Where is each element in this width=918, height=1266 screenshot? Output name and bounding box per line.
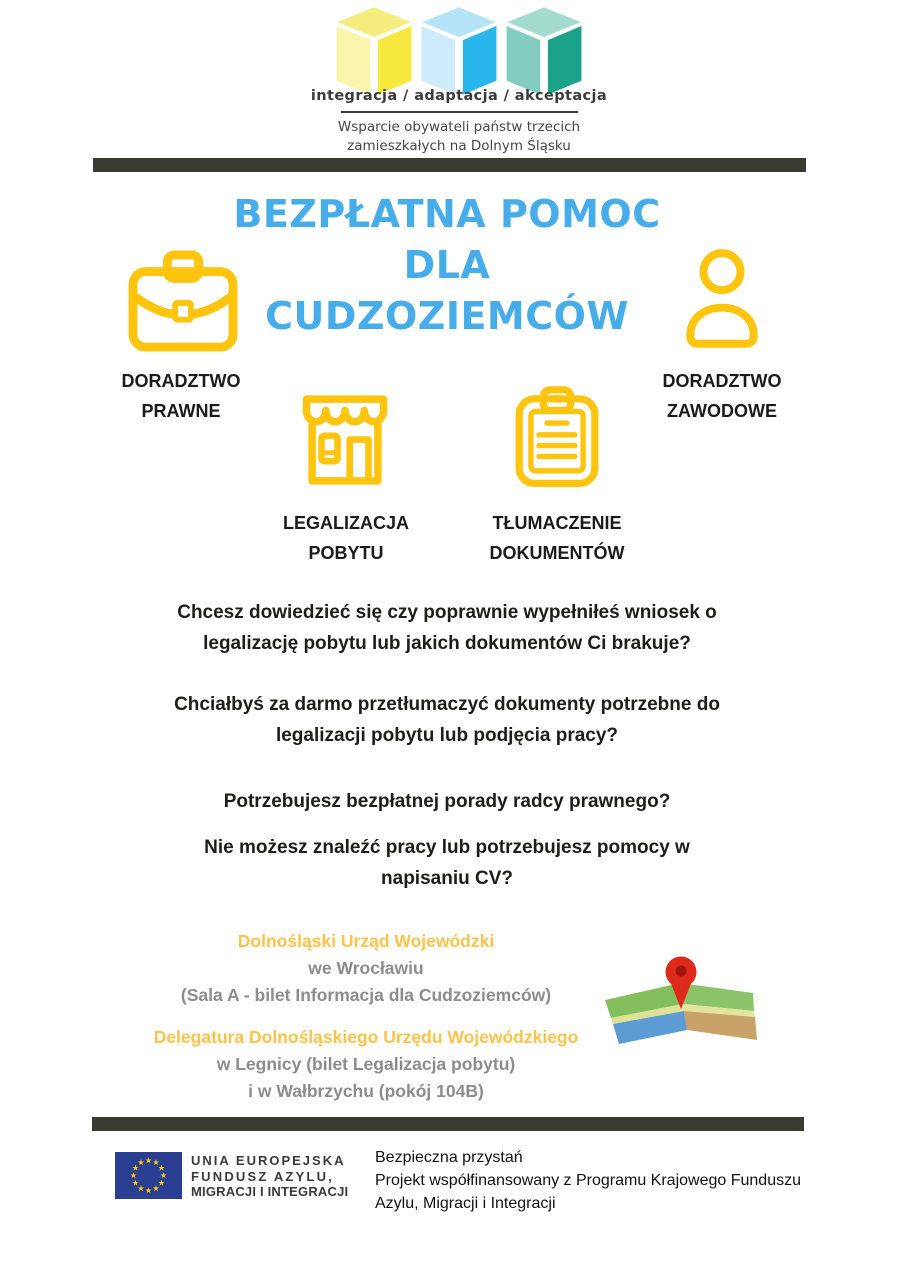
location-detail: i w Wałbrzychu (pokój 104B) <box>248 1081 484 1101</box>
service-label-tlumaczenie-dokumentow: TŁUMACZENIE DOKUMENTÓW <box>489 513 625 563</box>
clipboard-icon <box>512 386 602 489</box>
project-funding-note: Bezpieczna przystań Projekt współfinansowany z Programu Krajowego Funduszu Azylu, Migracji i Integracji <box>375 1149 801 1212</box>
service-label-doradztwo-zawodowe: DORADZTWO ZAWODOWE <box>662 371 782 421</box>
person-icon <box>678 246 766 350</box>
question: Chciałbyś za darmo przetłumaczyć dokumenty potrzebne do legalizacji pobytu lub podjęcia pracy? <box>174 694 720 746</box>
location-detail: (Sala A - bilet Informacja dla Cudzoziemców) <box>180 985 552 1005</box>
logo-subtitle <box>0 118 918 156</box>
question: Nie możesz znaleźć pracy lub potrzebujesz pomocy w napisaniu CV? <box>204 837 690 889</box>
store-icon <box>298 392 392 489</box>
teal-cube-icon <box>505 7 583 95</box>
service-label-legalizacja-pobytu: LEGALIZACJA POBYTU <box>283 513 409 563</box>
question: Potrzebujesz bezpłatnej porady radcy prawnego? <box>223 791 671 812</box>
top-divider-bar <box>93 158 806 172</box>
title-line: BEZPŁATNA POMOC <box>233 192 661 236</box>
eu-fund-label: UNIA EUROPEJSKA FUNDUSZ AZYLU, MIGRACJI I INTEGRACJI <box>191 1153 349 1199</box>
location-name: Dolnośląski Urząd Wojewódzki <box>237 931 495 951</box>
logo-tagline: integracja / adaptacja / akceptacja <box>310 88 608 104</box>
logo-subtitle-line: zamieszkałych na Dolnym Śląsku <box>347 138 571 154</box>
location-detail: we Wrocławiu <box>308 958 424 978</box>
question: Chcesz dowiedzieć się czy poprawnie wypełniłeś wniosek o legalizację pobytu lub jakich dokumentów Ci brakuje? <box>177 602 717 654</box>
logo-subtitle-line: Wsparcie obywateli państw trzecich <box>337 119 581 135</box>
service-label-doradztwo-prawne: DORADZTWO PRAWNE <box>121 371 241 421</box>
location-legnica-walbrzych <box>66 1024 666 1105</box>
location-detail: w Legnicy (bilet Legalizacja pobytu) <box>216 1054 516 1074</box>
eu-flag-icon <box>115 1152 182 1199</box>
blue-cube-icon <box>420 7 498 95</box>
location-name: Delegatura Dolnośląskiego Urzędu Wojewódzkiego <box>153 1027 579 1047</box>
logo-cubes <box>0 7 918 95</box>
map-pin-icon <box>605 956 757 1048</box>
briefcase-icon <box>128 250 238 352</box>
title-line: DLA <box>403 243 491 287</box>
location-wroclaw <box>66 928 666 1009</box>
title-line: CUDZOZIEMCÓW <box>265 294 629 338</box>
bottom-divider-bar <box>92 1117 804 1131</box>
logo-divider <box>341 111 578 113</box>
yellow-cube-icon <box>335 7 413 95</box>
